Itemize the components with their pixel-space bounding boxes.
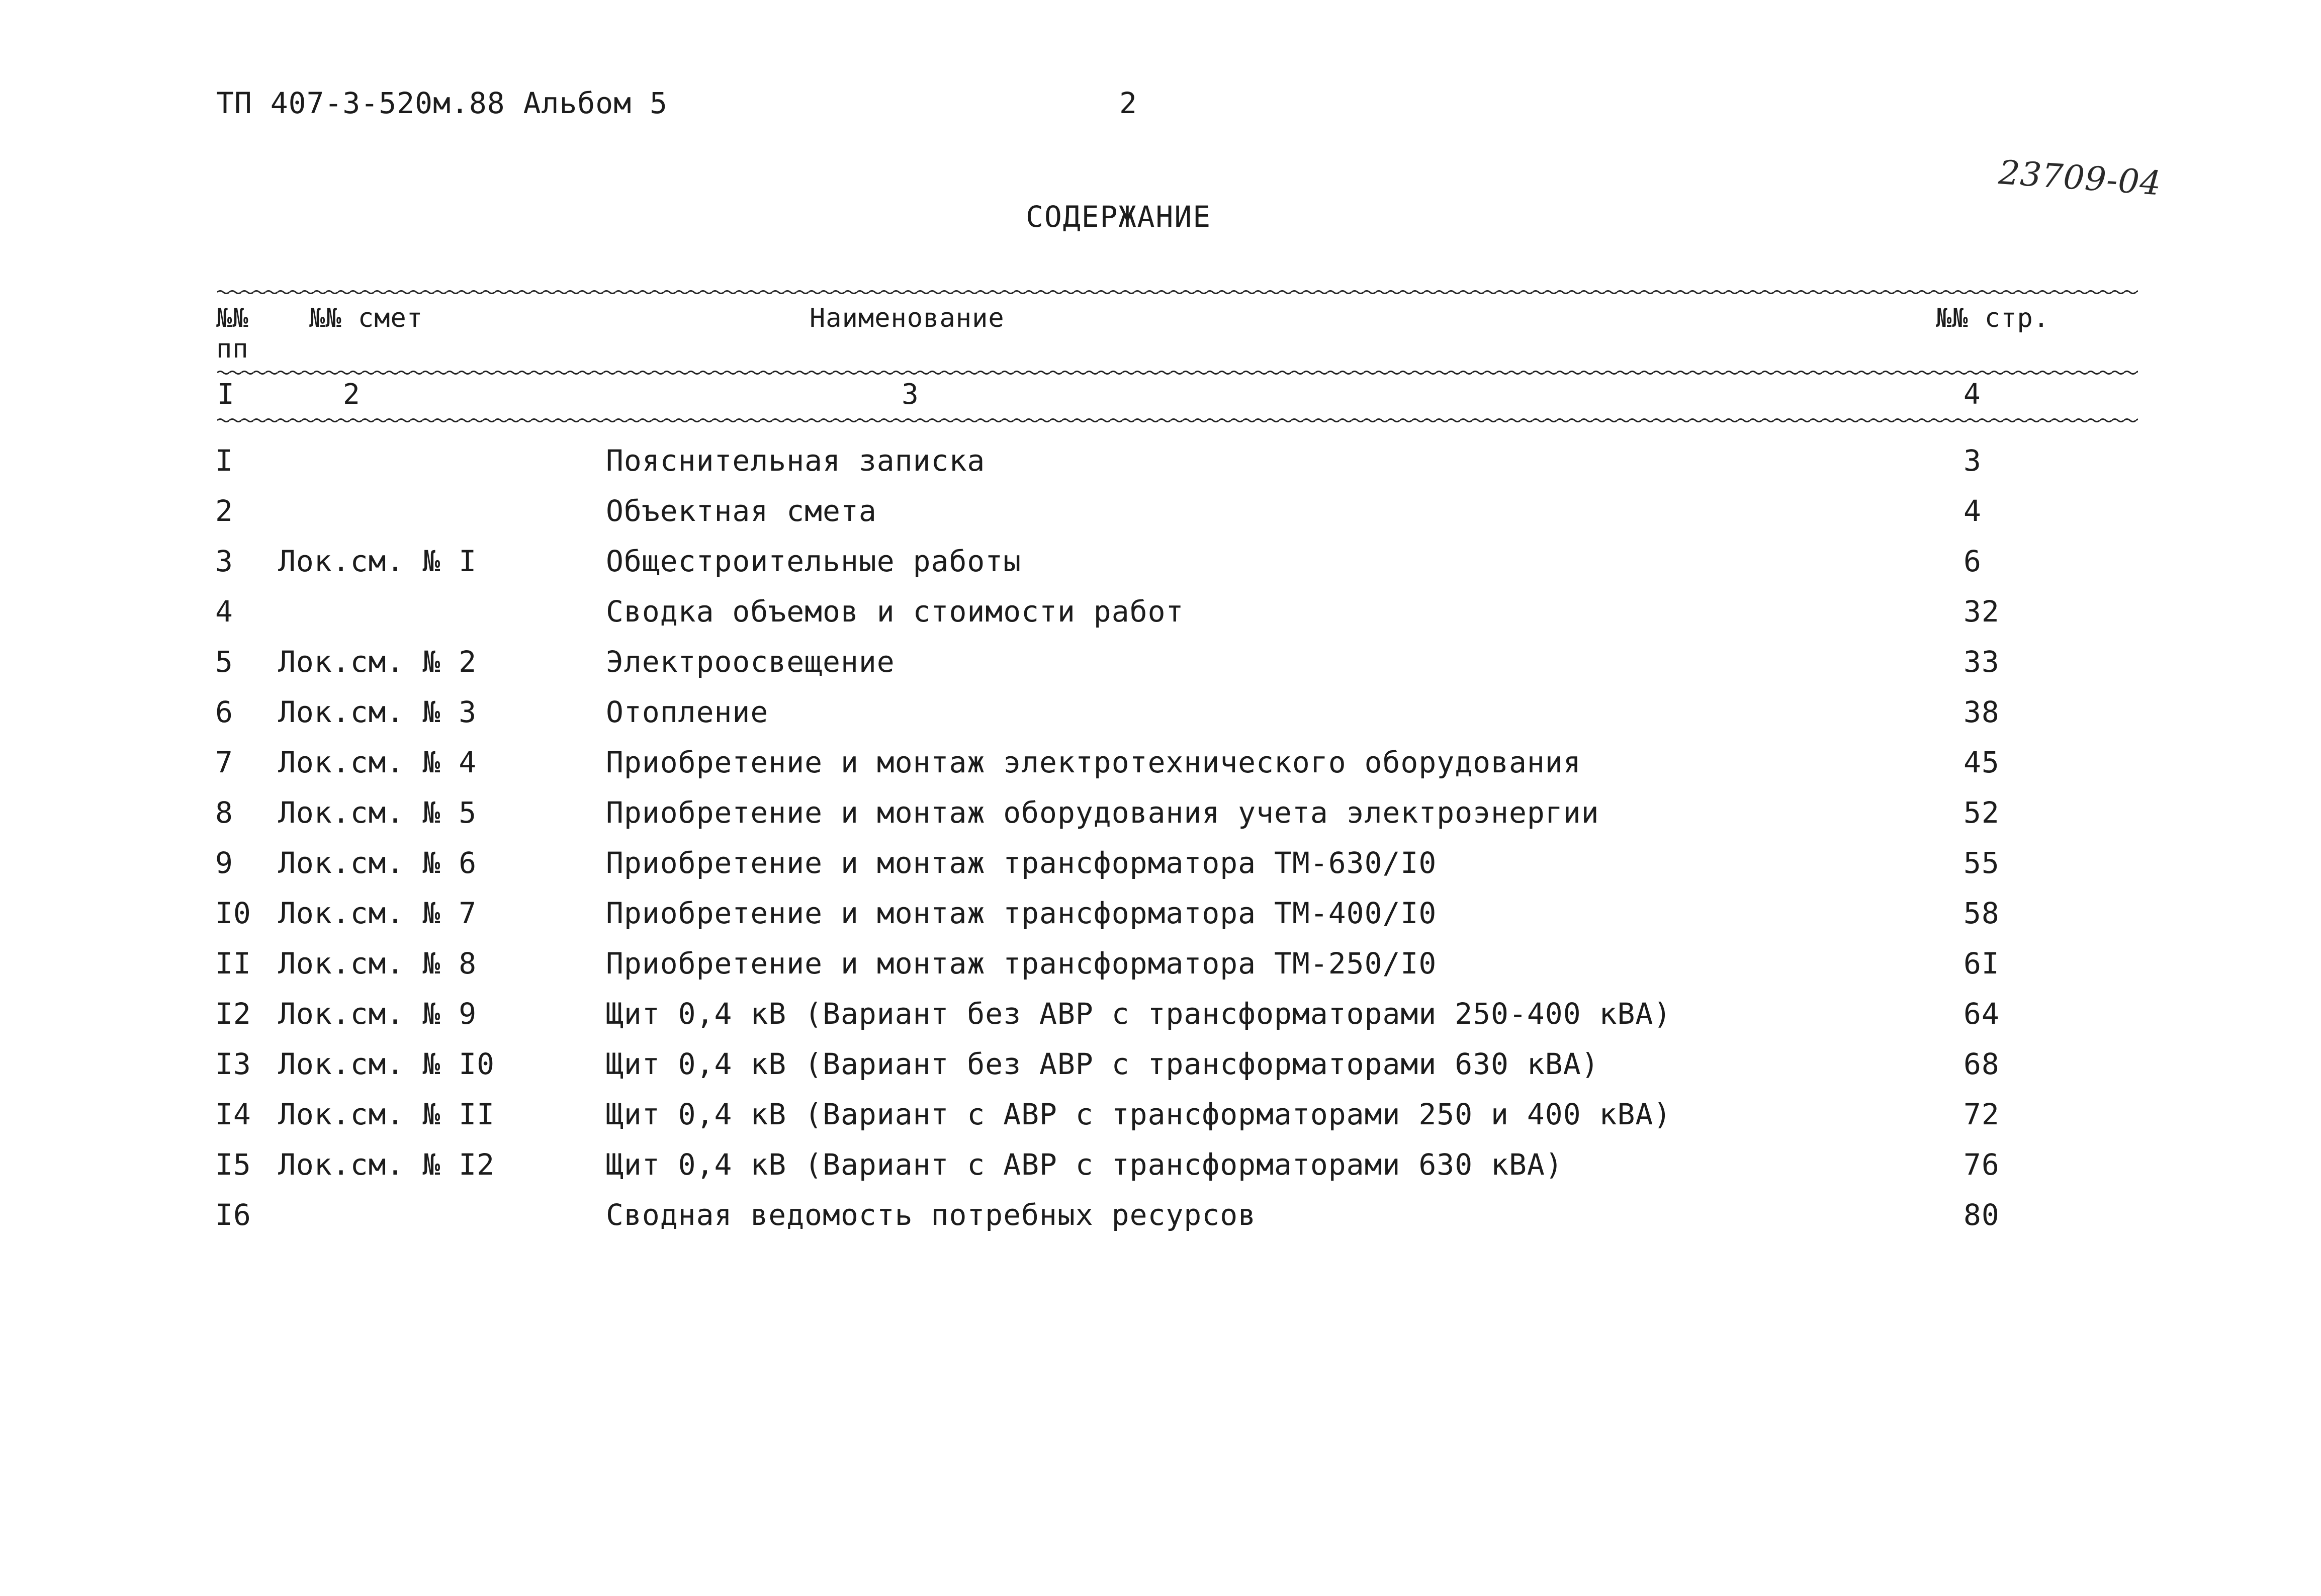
table-row — [0, 795, 2321, 848]
page-title: СОДЕРЖАНИЕ — [1026, 200, 1212, 234]
row-title: Приобретение и монтаж оборудования учета электроэнергии — [606, 795, 1599, 830]
row-page: 38 — [1963, 695, 2000, 729]
header-page: №№ стр. — [1936, 303, 2050, 333]
column-numbers-rule — [217, 417, 2138, 423]
row-title: Отопление — [606, 695, 769, 729]
table-row — [0, 1147, 2321, 1200]
row-page: 6 — [1963, 544, 1982, 578]
row-estimate: Лок.см. № 9 — [278, 997, 477, 1031]
row-estimate: Лок.см. № 4 — [278, 745, 477, 779]
row-number: 7 — [215, 745, 233, 779]
row-page: 4 — [1963, 494, 1982, 528]
handwritten-note: 23709-04 — [1997, 153, 2163, 203]
row-page: 45 — [1963, 745, 2000, 779]
row-title: Приобретение и монтаж трансформатора ТМ-250/I0 — [606, 946, 1437, 981]
row-estimate: Лок.см. № 5 — [278, 795, 477, 830]
header-name: Наименование — [810, 303, 1005, 333]
header-bottom-rule — [217, 370, 2138, 376]
row-page: 76 — [1963, 1147, 2000, 1182]
row-estimate: Лок.см. № 7 — [278, 896, 477, 930]
row-page: 68 — [1963, 1047, 2000, 1081]
row-estimate: Лок.см. № II — [278, 1097, 495, 1131]
table-row — [0, 697, 2321, 748]
row-estimate: Лок.см. № I — [278, 544, 477, 578]
row-title: Электроосвещение — [606, 645, 895, 679]
row-page: 6I — [1963, 946, 2000, 981]
row-estimate: Лок.см. № 3 — [278, 695, 477, 729]
row-page: 32 — [1963, 594, 2000, 629]
row-number: 4 — [215, 594, 233, 629]
row-estimate: Лок.см. № 2 — [278, 645, 477, 679]
row-number: I6 — [215, 1198, 251, 1232]
row-number: I3 — [215, 1047, 251, 1081]
table-row — [0, 496, 2321, 547]
column-number-2: 2 — [343, 378, 361, 411]
row-estimate: Лок.см. № I2 — [278, 1147, 495, 1182]
table-row — [0, 1200, 2321, 1251]
document-code: ТП 407-3-520м.88 Альбом 5 — [216, 86, 668, 120]
row-page: 52 — [1963, 795, 2000, 830]
row-number: I5 — [215, 1147, 251, 1182]
row-estimate: Лок.см. № 8 — [278, 946, 477, 981]
row-estimate: Лок.см. № 6 — [278, 846, 477, 880]
row-number: I2 — [215, 997, 251, 1031]
page-number: 2 — [1119, 86, 1137, 120]
row-title: Сводная ведомость потребных ресурсов — [606, 1198, 1257, 1232]
row-number: I0 — [215, 896, 251, 930]
column-number-4: 4 — [1963, 378, 1981, 411]
row-number: 9 — [215, 846, 233, 880]
row-number: I4 — [215, 1097, 251, 1131]
row-page: 72 — [1963, 1097, 2000, 1131]
header-num-line2: пп — [216, 334, 249, 364]
row-title: Приобретение и монтаж трансформатора ТМ-630/I0 — [606, 846, 1437, 880]
row-title: Приобретение и монтаж трансформатора ТМ-400/I0 — [606, 896, 1437, 930]
table-row — [0, 446, 2321, 496]
row-number: 2 — [215, 494, 233, 528]
row-title: Щит 0,4 кВ (Вариант без АВР с трансформаторами 250-400 кВА) — [606, 997, 1672, 1031]
row-title: Пояснительная записка — [606, 444, 986, 478]
row-title: Общестроительные работы — [606, 544, 1022, 578]
row-title: Объектная смета — [606, 494, 877, 528]
header-smet: №№ смет — [309, 303, 423, 333]
row-title: Щит 0,4 кВ (Вариант с АВР с трансформаторами 630 кВА) — [606, 1147, 1563, 1182]
row-page: 58 — [1963, 896, 2000, 930]
table-row — [0, 999, 2321, 1049]
row-title: Щит 0,4 кВ (Вариант без АВР с трансформаторами 630 кВА) — [606, 1047, 1599, 1081]
row-title: Сводка объемов и стоимости работ — [606, 594, 1184, 629]
row-estimate: Лок.см. № I0 — [278, 1047, 495, 1081]
row-number: 5 — [215, 645, 233, 679]
row-page: 80 — [1963, 1198, 2000, 1232]
row-number: 8 — [215, 795, 233, 830]
table-row — [0, 848, 2321, 899]
table-row — [0, 896, 2321, 949]
table-row — [0, 594, 2321, 647]
column-number-1: I — [217, 378, 235, 411]
row-title: Щит 0,4 кВ (Вариант с АВР с трансформаторами 250 и 400 кВА) — [606, 1097, 1672, 1131]
row-page: 3 — [1963, 444, 1982, 478]
table-row — [0, 946, 2321, 999]
table-row — [0, 745, 2321, 798]
header-num-line1: №№ — [216, 303, 249, 333]
column-number-3: 3 — [902, 378, 919, 411]
row-page: 64 — [1963, 997, 2000, 1031]
row-number: 3 — [215, 544, 233, 578]
table-row — [0, 544, 2321, 597]
row-page: 55 — [1963, 846, 2000, 880]
row-number: I — [215, 444, 233, 478]
row-number: II — [215, 946, 251, 981]
table-row — [0, 647, 2321, 697]
row-page: 33 — [1963, 645, 2000, 679]
table-row — [0, 1097, 2321, 1150]
row-number: 6 — [215, 695, 233, 729]
table-top-rule — [217, 289, 2138, 295]
row-title: Приобретение и монтаж электротехнического оборудования — [606, 745, 1581, 779]
table-row — [0, 1049, 2321, 1100]
